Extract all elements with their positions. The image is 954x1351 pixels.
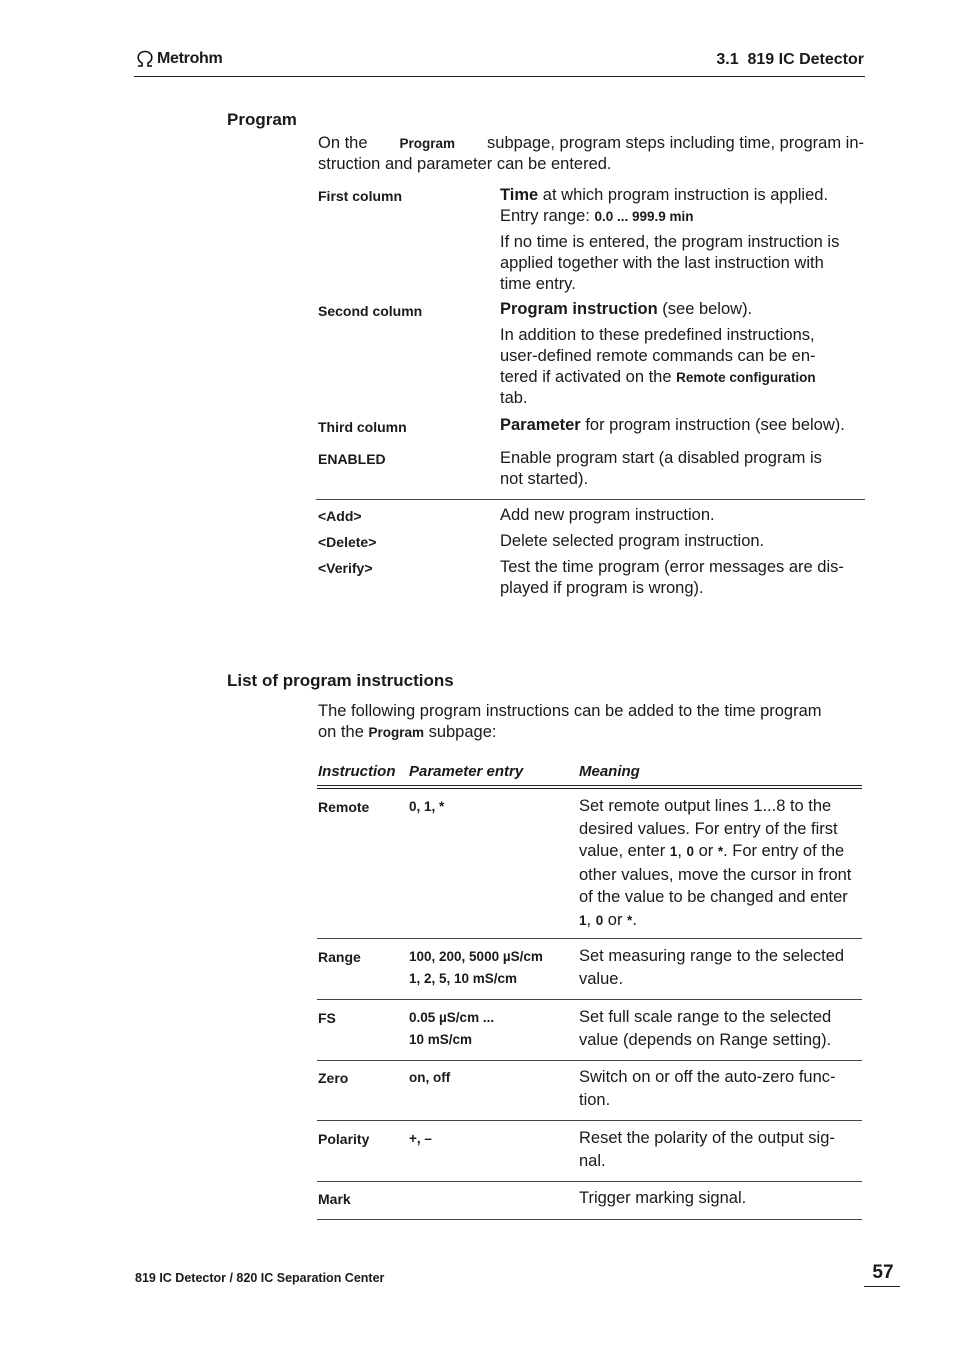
header-rule xyxy=(134,76,865,77)
program-heading: Program xyxy=(227,110,297,129)
param-remote: 0, 1, * xyxy=(409,799,445,814)
row-rule-fs xyxy=(317,1060,862,1061)
entry-range-value: 0.0 ... 999.9 min xyxy=(594,209,694,224)
section-title: 3.1 819 IC Detector xyxy=(716,51,864,68)
meaning-zero: Switch on or off the auto-zero func- tion. xyxy=(579,1068,836,1109)
instruction-remote: Remote xyxy=(318,799,370,815)
param-fs: 0.05 µS/cm ... 10 mS/cm xyxy=(409,1010,495,1047)
footer-title: 819 IC Detector / 820 IC Separation Center xyxy=(135,1271,385,1285)
param-zero: on, off xyxy=(409,1070,451,1085)
page-number: 57 xyxy=(872,1262,894,1283)
delete-button-desc: Delete selected program instruction. xyxy=(500,532,765,550)
intro-suffix: subpage, program steps including time, program in- xyxy=(487,134,864,152)
row-rule-zero xyxy=(317,1120,862,1121)
table-header-rule-2 xyxy=(317,788,862,789)
instructions-intro: The following program instructions can be added to the time program on the Program subpage: xyxy=(318,702,822,741)
program-instruction-term: Program instruction xyxy=(500,300,658,318)
row-rule-polarity xyxy=(317,1181,862,1182)
verify-button-desc: Test the time program (error messages are dis- played if program is wrong). xyxy=(500,558,844,597)
col-header-parameter: Parameter entry xyxy=(409,763,524,780)
instruction-zero: Zero xyxy=(318,1070,349,1086)
instruction-fs: FS xyxy=(318,1010,336,1026)
instruction-range: Range xyxy=(318,949,361,965)
program-intro xyxy=(318,133,864,175)
first-column-label: First column xyxy=(318,188,403,204)
add-button-label: <Add> xyxy=(318,508,362,524)
page-number-rule xyxy=(864,1286,900,1287)
time-term: Time xyxy=(500,186,539,204)
parameter-term: Parameter xyxy=(500,416,581,434)
verify-button-label: <Verify> xyxy=(318,560,373,576)
param-range: 100, 200, 5000 µS/cm 1, 2, 5, 10 mS/cm xyxy=(409,949,543,986)
second-column-label: Second column xyxy=(318,303,423,319)
intro-prefix: On the xyxy=(318,134,368,152)
intro-line2: struction and parameter can be entered. xyxy=(318,155,612,173)
meaning-polarity: Reset the polarity of the output sig- nal. xyxy=(579,1129,835,1170)
instructions-heading: List of program instructions xyxy=(227,671,454,690)
instruction-polarity: Polarity xyxy=(318,1131,370,1147)
add-button-desc: Add new program instruction. xyxy=(500,506,715,524)
enabled-desc: Enable program start (a disabled program is not started). xyxy=(500,449,822,488)
brand-logo xyxy=(135,50,222,68)
enabled-label: ENABLED xyxy=(318,451,386,467)
meaning-fs: Set full scale range to the selected value (depends on Range setting). xyxy=(579,1008,832,1049)
meaning-mark: Trigger marking signal. xyxy=(579,1189,747,1207)
remote-config-ref: Remote configuration xyxy=(676,370,816,385)
instruction-mark: Mark xyxy=(318,1191,351,1207)
row-rule-remote xyxy=(317,938,862,939)
col-header-instruction: Instruction xyxy=(318,763,396,780)
row-rule-mark xyxy=(317,1219,862,1220)
meaning-range: Set measuring range to the selected value. xyxy=(579,947,845,988)
program-rule xyxy=(316,499,865,500)
metrohm-omega-icon xyxy=(135,50,155,68)
delete-button-label: <Delete> xyxy=(318,534,377,550)
third-column-label: Third column xyxy=(318,419,407,435)
third-column-desc: Parameter for program instruction (see below). xyxy=(500,416,845,434)
intro-ref: Program xyxy=(399,136,456,151)
meaning-remote: Set remote output lines 1...8 to the desired values. For entry of the first value, enter 1, 0 or *. For entry of the other values, move the cursor in front of the value to be changed and enter 1, 0 or *. xyxy=(579,797,852,929)
second-column-desc: Program instruction (see below). In addition to these predefined instructions, user-defined remote commands can be en- tered if activated on the Remote configuration tab. xyxy=(500,300,816,407)
param-polarity: +, – xyxy=(409,1131,432,1146)
row-rule-range xyxy=(317,999,862,1000)
first-column-desc: Time at which program instruction is applied. Entry range: 0.0 ... 999.9 min If no time is entered, the program instruction is applied together with the last instruction with time entry. xyxy=(500,186,840,293)
program-ref: Program xyxy=(368,725,424,740)
col-header-meaning: Meaning xyxy=(579,763,640,780)
table-header-rule-1 xyxy=(317,785,862,786)
brand-name: Metrohm xyxy=(157,50,223,67)
